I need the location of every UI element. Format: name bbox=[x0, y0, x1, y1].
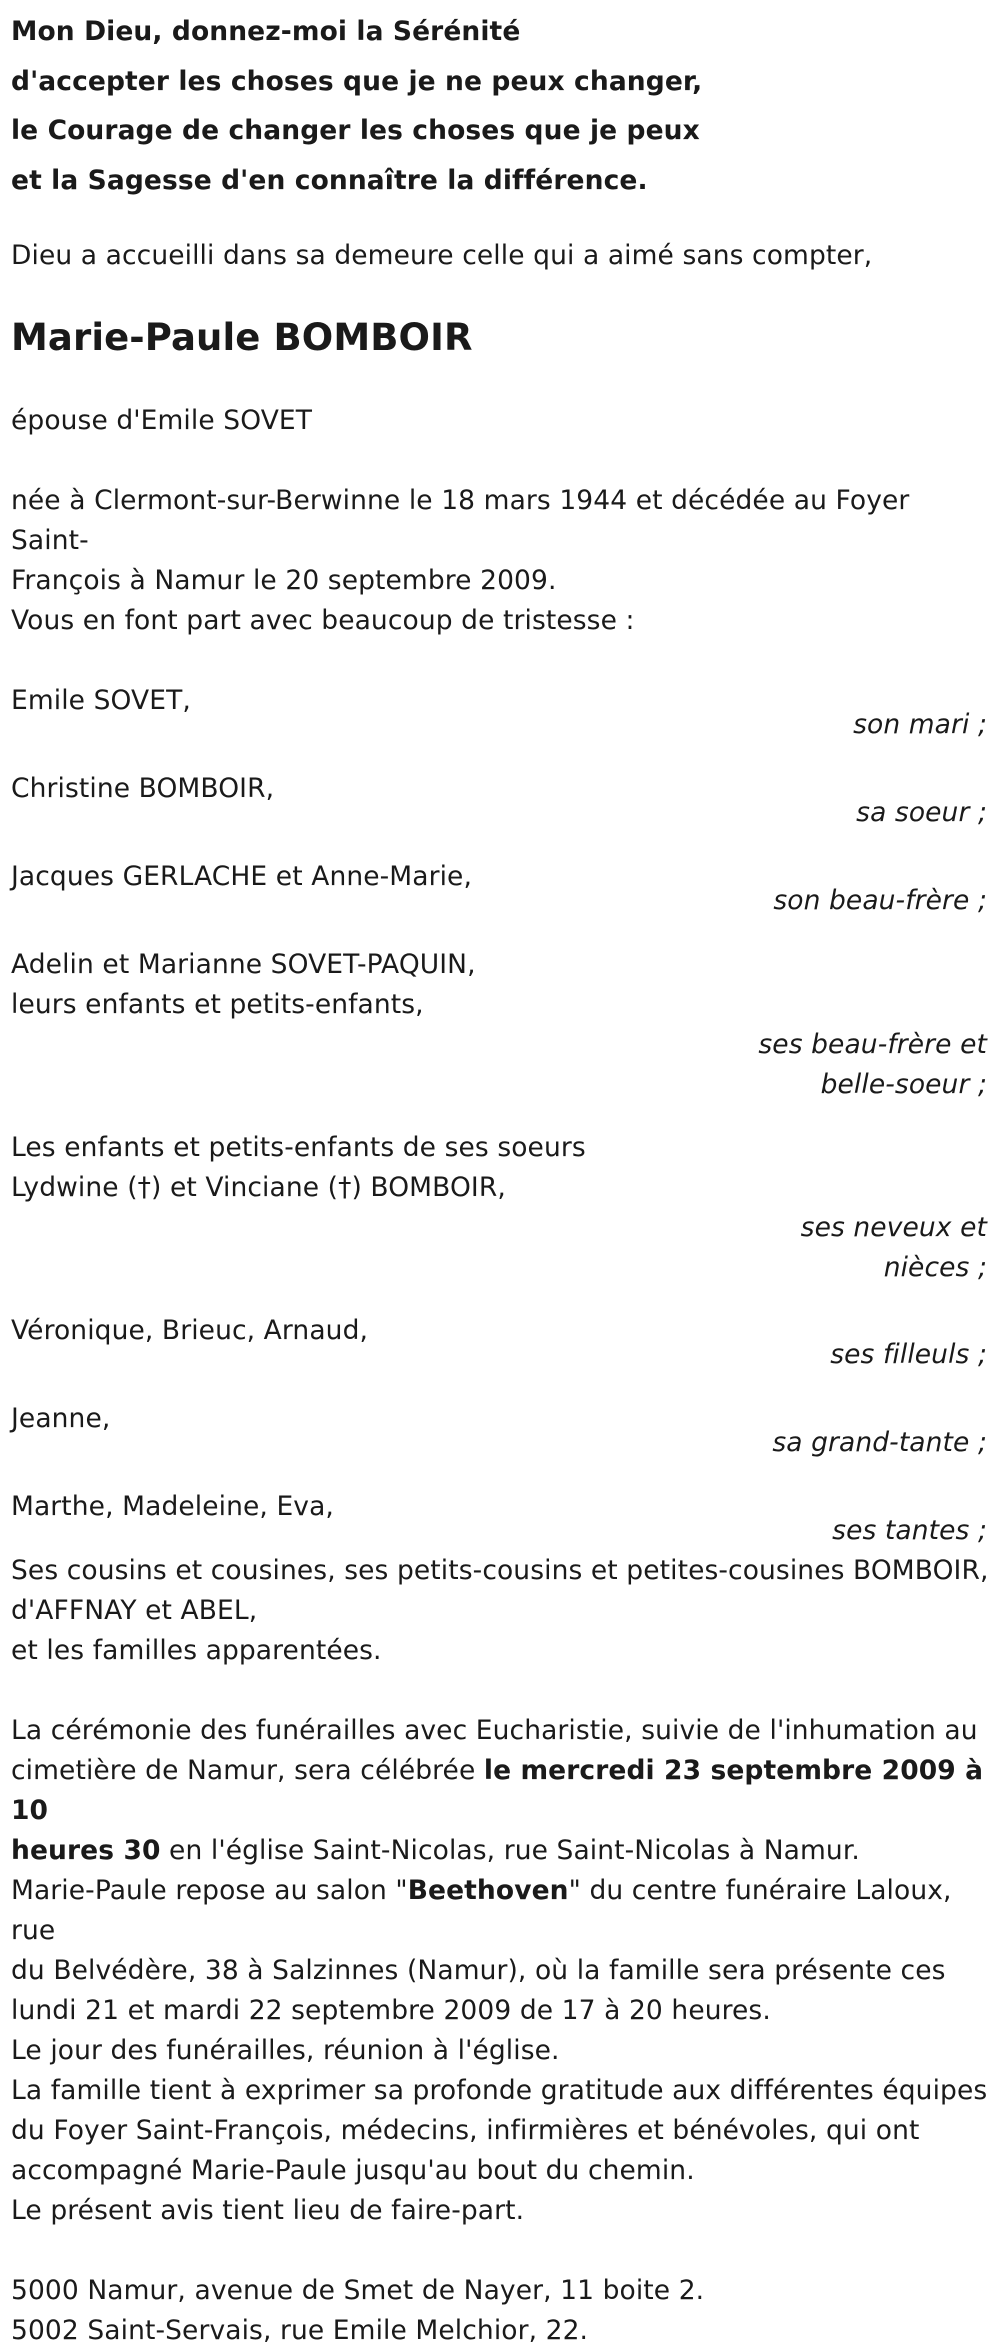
ceremony-line: Le jour des funérailles, réunion à l'église. bbox=[11, 2035, 560, 2066]
family-names: Jeanne, bbox=[11, 1403, 111, 1434]
cousins-line: et les familles apparentées. bbox=[11, 1635, 382, 1666]
ceremony-line: lundi 21 et mardi 22 septembre 2009 de 17 à 20 heures. bbox=[11, 1995, 771, 2026]
family-entry bbox=[11, 945, 991, 1105]
ceremony-line: du Belvédère, 38 à Salzinnes (Namur), où la famille sera présente ces bbox=[11, 1955, 946, 1986]
family-relation: sa grand-tante ; bbox=[772, 1427, 987, 1458]
family-names: Véronique, Brieuc, Arnaud, bbox=[11, 1315, 369, 1346]
birth-death-line: née à Clermont-sur-Berwinne le 18 mars 1944 et décédée au Foyer Saint- bbox=[11, 485, 910, 556]
ceremony-line bbox=[11, 1831, 991, 1871]
birth-death-block bbox=[11, 481, 991, 641]
family-entry bbox=[11, 1311, 991, 1375]
spouse-text: épouse d'Emile SOVET bbox=[11, 405, 313, 436]
birth-death-line: François à Namur le 20 septembre 2009. bbox=[11, 565, 557, 596]
family-relation: nièces ; bbox=[883, 1252, 987, 1283]
ceremony-block bbox=[11, 1711, 991, 2231]
ceremony-line: accompagné Marie-Paule jusqu'au bout du chemin. bbox=[11, 2155, 695, 2186]
serenity-prayer bbox=[11, 7, 991, 205]
family-relation: son beau-frère ; bbox=[773, 885, 987, 916]
family-relation: son mari ; bbox=[853, 709, 987, 740]
obituary-page bbox=[11, 0, 991, 2351]
cousins-line: Ses cousins et cousines, ses petits-cousins et petites-cousines BOMBOIR, bbox=[11, 1555, 989, 1586]
deceased-name: Marie-Paule BOMBOIR bbox=[11, 316, 473, 359]
prayer-line: le Courage de changer les choses que je peux bbox=[11, 115, 700, 146]
family-relation: ses tantes ; bbox=[832, 1515, 987, 1546]
ceremony-text: Marie-Paule repose au salon " bbox=[11, 1875, 408, 1906]
ceremony-line bbox=[11, 1751, 991, 1831]
ceremony-line: La famille tient à exprimer sa profonde gratitude aux différentes équipes bbox=[11, 2075, 988, 2106]
family-names: Les enfants et petits-enfants de ses soeurs bbox=[11, 1132, 586, 1163]
ceremony-line bbox=[11, 1871, 991, 1951]
family-names: Adelin et Marianne SOVET-PAQUIN, bbox=[11, 949, 476, 980]
ceremony-date: le mercredi 23 septembre 2009 à 10 bbox=[11, 1755, 984, 1826]
ceremony-text: cimetière de Namur, sera célébrée bbox=[11, 1755, 484, 1786]
family-names: Marthe, Madeleine, Eva, bbox=[11, 1491, 334, 1522]
family-entry bbox=[11, 1128, 991, 1288]
ceremony-text: " du centre funéraire Laloux, rue bbox=[11, 1875, 952, 1946]
family-names: Jacques GERLACHE et Anne-Marie, bbox=[11, 861, 472, 892]
family-entry bbox=[11, 681, 991, 745]
ceremony-line: Le présent avis tient lieu de faire-part. bbox=[11, 2195, 525, 2226]
cousins-line: d'AFFNAY et ABEL, bbox=[11, 1595, 258, 1626]
ceremony-text: en l'église Saint-Nicolas, rue Saint-Nicolas à Namur. bbox=[160, 1835, 860, 1866]
family-entry bbox=[11, 857, 991, 921]
family-entry bbox=[11, 1487, 991, 1551]
ceremony-line: du Foyer Saint-François, médecins, infirmières et bénévoles, qui ont bbox=[11, 2115, 920, 2146]
family-entry bbox=[11, 1399, 991, 1463]
family-names: Christine BOMBOIR, bbox=[11, 773, 275, 804]
family-relation: sa soeur ; bbox=[856, 797, 987, 828]
salon-name: Beethoven bbox=[407, 1875, 569, 1906]
family-relation: ses neveux et bbox=[800, 1212, 987, 1243]
ceremony-time: heures 30 bbox=[11, 1835, 161, 1866]
family-list bbox=[11, 681, 991, 1551]
family-relation: ses beau-frère et bbox=[758, 1029, 987, 1060]
address-line: 5000 Namur, avenue de Smet de Nayer, 11 boite 2. bbox=[11, 2275, 705, 2306]
family-entry bbox=[11, 769, 991, 833]
addresses-block bbox=[11, 2271, 991, 2351]
family-relation: belle-soeur ; bbox=[820, 1069, 987, 1100]
family-names: Lydwine (†) et Vinciane (†) BOMBOIR, bbox=[11, 1172, 506, 1203]
intro-text: Dieu a accueilli dans sa demeure celle qui a aimé sans compter, bbox=[11, 240, 873, 271]
prayer-line: et la Sagesse d'en connaître la différence. bbox=[11, 164, 648, 196]
prayer-line: Mon Dieu, donnez-moi la Sérénité bbox=[11, 16, 521, 47]
ceremony-line: La cérémonie des funérailles avec Eucharistie, suivie de l'inhumation au bbox=[11, 1715, 978, 1746]
address-line: 5002 Saint-Servais, rue Emile Melchior, 22. bbox=[11, 2315, 589, 2346]
family-names: leurs enfants et petits-enfants, bbox=[11, 989, 424, 1020]
family-relation: ses filleuls ; bbox=[830, 1339, 987, 1370]
family-names: Emile SOVET, bbox=[11, 685, 191, 716]
prayer-line: d'accepter les choses que je ne peux changer, bbox=[11, 65, 703, 97]
announcement-line: Vous en font part avec beaucoup de tristesse : bbox=[11, 605, 635, 636]
cousins-block bbox=[11, 1551, 991, 1671]
